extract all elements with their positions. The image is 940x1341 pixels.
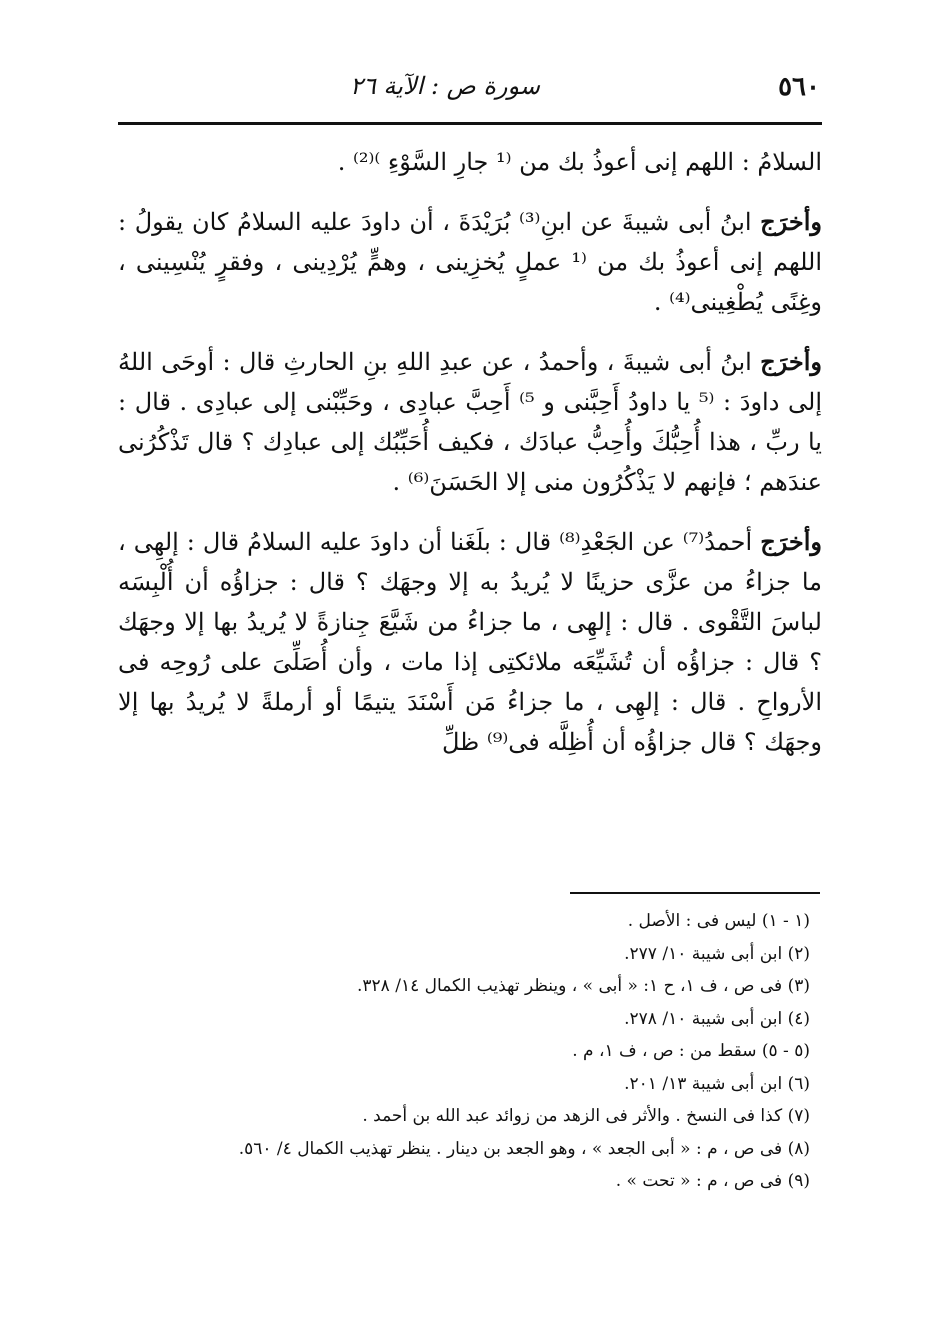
paragraph-4-text: أحمدُ⁽⁷⁾ عن الجَعْدِ⁽⁸⁾ قال : بلَغَنا أن داودَ عليه السلامُ قال : إلهِى ، ما جزاءُ من عزَّى حزينًا لا يُريدُ به إلا وجهَك ؟ قال : جزاؤُه أن أُلْبِسَه لباسَ التَّقْوى . قال : إلهِى ، ما جزاءُ من شَيَّعَ جِنازةً لا يُريدُ بها إلا وجهَك ؟ قال : جزاؤُه أن تُشَيِّعَه ملائكتِى إذا مات ، وأن أُصَلِّىَ على رُوحِه فى الأرواحِ . قال : إلهِى ، ما جزاءُ مَن أَسْنَدَ يتيمًا أو أرملةً لا يُريدُ بها إلا وجهَك ؟ قال جزاؤُه أن أُظِلَّه فى⁽⁹⁾ ظلِّ (118, 528, 823, 756)
main-text (118, 142, 822, 782)
footnote-1: (١ - ١) ليس فى : الأصل . (627, 911, 810, 931)
footnote-4: (٤) ابن أبى شيبة ١٠/ ٢٧٨. (624, 1008, 810, 1029)
page-header (120, 70, 820, 114)
page-number: ٥٦٠ (778, 72, 820, 102)
paragraph-2-lead: وأخرَج (760, 207, 822, 236)
paragraph-3-lead: وأخرَج (760, 347, 822, 376)
footnote-divider (570, 892, 820, 894)
footnote-2: (٢) ابن أبى شيبة ١٠/ ٢٧٧. (624, 943, 810, 964)
paragraph-2-text: ابنُ أبى شيبةَ عن ابنِ⁽³⁾ بُرَيْدَةَ ، أن داودَ عليه السلامُ كان يقولُ : اللهم إنى أعوذُ بك من ⁽¹ عملٍ يُخزِينى ، وهمٍّ يُرْدِينى ، وفقرٍ يُنْسِينى ، وغِنًى يُطْغِينى⁽⁴⁾ . (118, 208, 822, 316)
footnote-8: (٨) فى ص ، م : « أبى الجعد » ، وهو الجعد بن دينار . ينظر تهذيب الكمال ٤/ ٥٦٠. (238, 1138, 810, 1159)
footnote-6: (٦) ابن أبى شيبة ١٣/ ٢٠١. (624, 1073, 810, 1094)
paragraph-4 (118, 522, 822, 762)
paragraph-1-text: السلامُ : اللهم إنى أعوذُ بك من ⁽¹ جارِ السَّوْءِ ⁾⁽²⁾ . (337, 148, 822, 176)
paragraph-3-text: ابنُ أبى شيبةَ ، وأحمدُ ، عن عبدِ اللهِ بنِ الحارثِ قال : أوحَى اللهُ إلى داودَ : ⁽⁵ يا داودُ أَحِبَّنى و ⁵⁾ أَحِبَّ عبادِى ، وحَبِّبْنى إلى عبادِى . قال : يا ربِّ ، هذا أُحِبُّكَ وأُحِبُّ عبادَك ، فكيف أُحَبِّبُك إلى عبادِك ؟ قال تَذْكُرُنى عندَهم ؛ فإنهم لا يَذْكُرُون منى إلا الحَسَنَ⁽⁶⁾ . (118, 348, 822, 496)
footnote-7: (٧) كذا فى النسخ . والأثر فى الزهد من زوائد عبد الله بن أحمد . (362, 1106, 810, 1126)
header-divider (118, 122, 822, 125)
paragraph-2 (118, 202, 822, 322)
footnote-3: (٣) فى ص ، ف ١، ح ١: « أبى » ، وينظر تهذيب الكمال ١٤/ ٣٢٨. (356, 976, 810, 996)
paragraph-1 (118, 142, 822, 182)
paragraph-3 (118, 342, 822, 502)
footnote-5: (٥ - ٥) سقط من : ص ، ف ١، م . (572, 1041, 810, 1061)
footnote-9: (٩) فى ص ، م : « تحت » . (615, 1171, 810, 1191)
running-title: سورة ص : الآية ٢٦ (350, 72, 540, 100)
paragraph-4-lead: وأخرَج (760, 527, 823, 556)
footnotes (118, 905, 810, 1198)
